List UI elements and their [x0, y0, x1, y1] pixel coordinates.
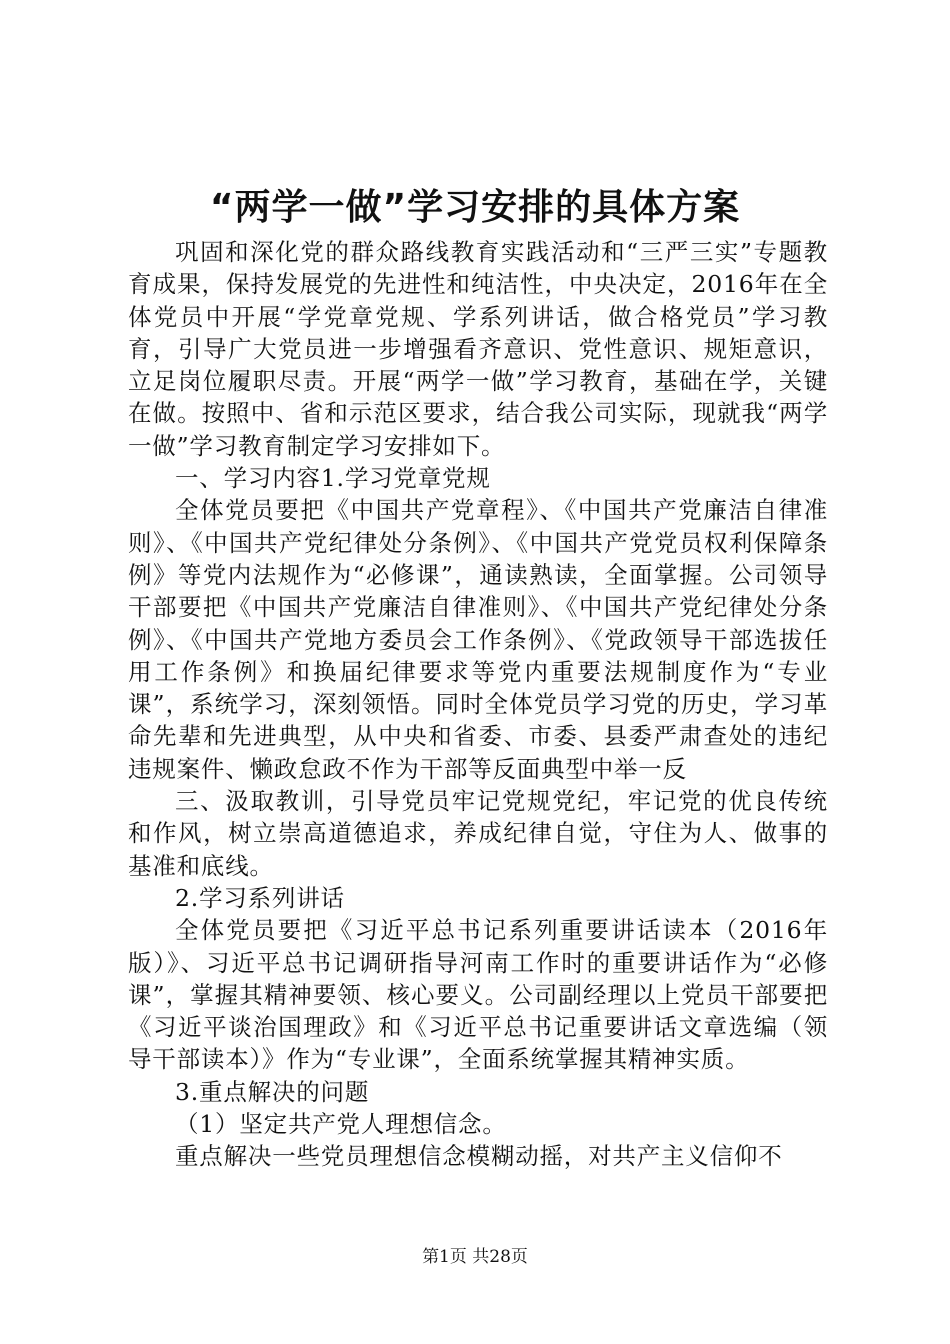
document-title: “两学一做”学习安排的具体方案 — [209, 187, 741, 228]
paragraph-speeches: 全体党员要把《习近平总书记系列重要讲话读本（2016年版）》、习近平总书记调研指导河南工作时的重要讲话作为“必修课”，掌握其精神要领、核心要义。公司副经理以上党员干部要把《习近平谈治国理政》和《习近平总书记重要讲话文章选编（领导干部读本）》作为“专业课”，全面系统掌握其精神实质。 — [128, 916, 828, 1074]
paragraph-item-1-heading: （1）坚定共产党人理想信念。 — [175, 1110, 507, 1139]
paragraph-item-1-body: 重点解决一些党员理想信念模糊动摇，对共产主义信仰不 — [175, 1142, 783, 1171]
paragraph-section-1-heading: 一、学习内容1.学习党章党规 — [175, 464, 491, 493]
paragraph-intro: 巩固和深化党的群众路线教育实践活动和“三严三实”专题教育成果，保持发展党的先进性和纯洁性，中央决定，2016年在全体党员中开展“学党章党规、学系列讲话，做合格党员”学习教育，引导广大党员进一步增强看齐意识、党性意识、规矩意识，立足岗位履职尽责。开展“两学一做”学习教育，基础在学，关键在做。按照中、省和示范区要求，结合我公司实际，现就我“两学一做”学习教育制定学习安排如下。 — [128, 238, 828, 460]
paragraph-party-rules: 全体党员要把《中国共产党章程》、《中国共产党廉洁自律准则》、《中国共产党纪律处分条例》、《中国共产党党员权利保障条例》等党内法规作为“必修课”，通读熟读，全面掌握。公司领导干部要把《中国共产党廉洁自律准则》、《中国共产党纪律处分条例》、《中国共产党地方委员会工作条例》、《党政领导干部选拔任用工作条例》和换届纪律要求等党内重要法规制度作为“专业课”，系统学习，深刻领悟。同时全体党员学习党的历史，学习革命先辈和先进典型，从中央和省委、市委、县委严肃查处的违纪违规案件、懒政怠政不作为干部等反面典型中举一反 — [128, 496, 828, 783]
paragraph-section-2-heading: 2.学习系列讲话 — [175, 883, 345, 912]
page-number-footer: 第1页 共28页 — [422, 1247, 528, 1267]
paragraph-lessons: 三、汲取教训，引导党员牢记党规党纪，牢记党的优良传统和作风，树立崇高道德追求，养成纪律自觉，守住为人、做事的基准和底线。 — [128, 787, 828, 880]
document-body — [128, 236, 828, 1173]
paragraph-section-3-heading: 3.重点解决的问题 — [175, 1077, 370, 1106]
